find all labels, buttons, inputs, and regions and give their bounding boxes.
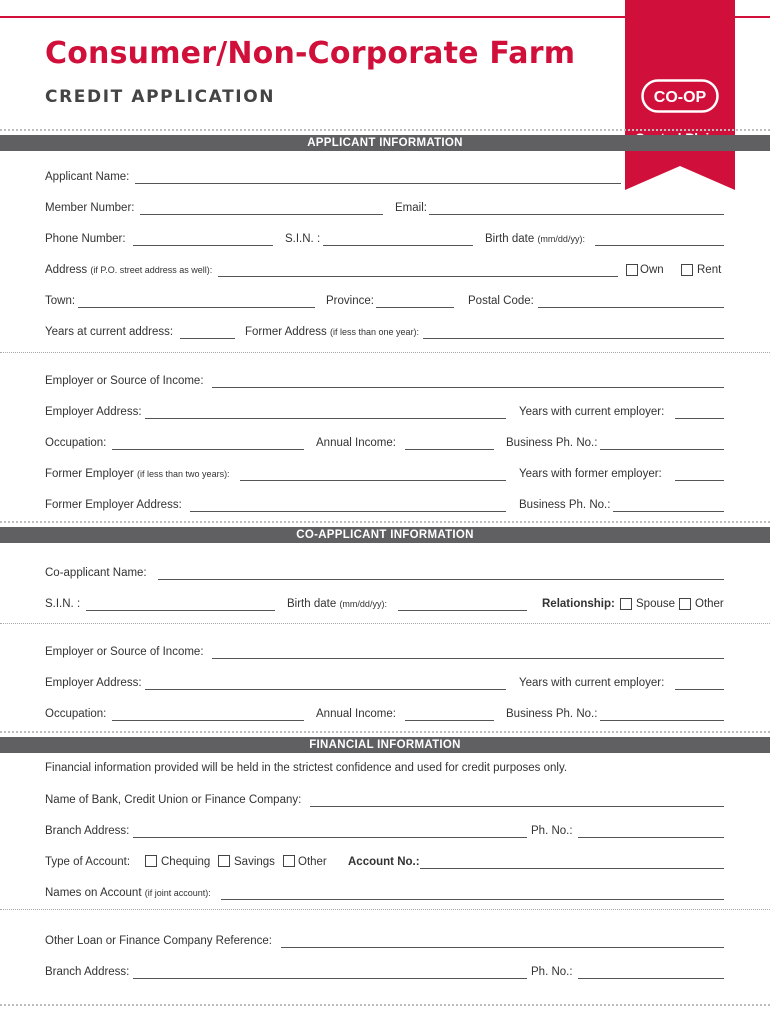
sin-field[interactable] [323, 245, 473, 246]
bank-name-field[interactable] [310, 806, 724, 807]
branch-phone-field[interactable] [578, 837, 724, 838]
employer-row: Employer or Source of Income: [0, 374, 770, 394]
member-number-field[interactable] [140, 214, 383, 215]
coapplicant-years-employer-field[interactable] [675, 689, 724, 690]
coapplicant-income-field[interactable] [405, 720, 494, 721]
joint-names-row: Names on Account (if joint account): [0, 886, 770, 906]
account-number-field[interactable] [420, 868, 724, 869]
top-rule-right [735, 16, 770, 18]
occupation-field[interactable] [112, 449, 304, 450]
divider [0, 623, 770, 624]
divider [0, 731, 770, 733]
bank-row: Name of Bank, Credit Union or Finance Company: [0, 793, 770, 813]
own-checkbox[interactable] [626, 264, 638, 276]
section-financial: FINANCIAL INFORMATION [0, 737, 770, 753]
branch-address-field[interactable] [133, 837, 527, 838]
divider [0, 521, 770, 523]
birth-date-field[interactable] [595, 245, 724, 246]
province-field[interactable] [376, 307, 454, 308]
chequing-checkbox[interactable] [145, 855, 157, 867]
years-address-row: Years at current address: Former Address (if less than one year): [0, 325, 770, 345]
section-applicant: APPLICANT INFORMATION [0, 135, 770, 151]
other-branch-address-field[interactable] [133, 978, 527, 979]
top-rule [0, 16, 625, 18]
coapplicant-sin-field[interactable] [86, 610, 275, 611]
applicant-name-field[interactable] [135, 183, 621, 184]
email-field[interactable] [429, 214, 724, 215]
rent-checkbox[interactable] [681, 264, 693, 276]
town-row: Town: Province: Postal Code: [0, 294, 770, 314]
business-phone-field[interactable] [600, 449, 724, 450]
divider [0, 352, 770, 353]
member-row: Member Number: Email: [0, 201, 770, 221]
form-title: Consumer/Non-Corporate Farm [45, 36, 576, 71]
phone-row: Phone Number: S.I.N. : Birth date (mm/dd/yy): [0, 232, 770, 252]
other-account-checkbox[interactable] [283, 855, 295, 867]
other-loan-field[interactable] [281, 947, 724, 948]
years-former-field[interactable] [675, 480, 724, 481]
savings-checkbox[interactable] [218, 855, 230, 867]
address-field[interactable] [218, 276, 618, 277]
svg-text:CO-OP: CO-OP [653, 89, 707, 106]
phone-field[interactable] [133, 245, 273, 246]
coapplicant-name-row: Co-applicant Name: [0, 566, 770, 586]
other-loan-row: Other Loan or Finance Company Reference: [0, 934, 770, 954]
coapplicant-employer-row: Employer or Source of Income: [0, 645, 770, 665]
occupation-row: Occupation: Annual Income: Business Ph. No.: [0, 436, 770, 456]
annual-income-field[interactable] [405, 449, 494, 450]
confidentiality-note: Financial information provided will be held in the strictest confidence and used for credit purposes only. [45, 762, 568, 774]
coapplicant-employer-address-row: Employer Address: Years with current employer: [0, 676, 770, 696]
address-row: Address (if P.O. street address as well): Own Rent [45, 264, 722, 276]
years-employer-field[interactable] [675, 418, 724, 419]
coapplicant-occupation-field[interactable] [112, 720, 304, 721]
coop-logo [641, 79, 719, 113]
former-business-phone-field[interactable] [613, 511, 724, 512]
employer-field[interactable] [212, 387, 724, 388]
years-address-field[interactable] [180, 338, 235, 339]
divider [0, 129, 770, 131]
coapplicant-employer-address-field[interactable] [145, 689, 506, 690]
former-employer-address-row: Former Employer Address: Business Ph. No.: [0, 498, 770, 518]
branch-row: Branch Address: Ph. No.: [0, 824, 770, 844]
town-field[interactable] [78, 307, 315, 308]
joint-names-field[interactable] [221, 899, 724, 900]
coapplicant-name-field[interactable] [158, 579, 724, 580]
employer-address-row: Employer Address: Years with current employer: [0, 405, 770, 425]
coapplicant-sin-row: S.I.N. : Birth date (mm/dd/yy): Relationship: Spouse Other [45, 598, 724, 610]
form-subtitle: CREDIT APPLICATION [45, 87, 276, 107]
coapplicant-birth-date-field[interactable] [398, 610, 527, 611]
account-type-row: Type of Account: Chequing Savings Other Account No.: [0, 855, 770, 875]
divider [0, 909, 770, 910]
other-relationship-checkbox[interactable] [679, 598, 691, 610]
former-address-field[interactable] [423, 338, 724, 339]
former-employer-address-field[interactable] [190, 511, 506, 512]
former-employer-field[interactable] [240, 480, 506, 481]
other-branch-phone-field[interactable] [578, 978, 724, 979]
coapplicant-occupation-row: Occupation: Annual Income: Business Ph. No.: [0, 707, 770, 727]
section-coapplicant: CO-APPLICANT INFORMATION [0, 527, 770, 543]
postal-code-field[interactable] [538, 307, 724, 308]
coapplicant-employer-field[interactable] [212, 658, 724, 659]
spouse-checkbox[interactable] [620, 598, 632, 610]
employer-address-field[interactable] [145, 418, 506, 419]
branch2-row: Branch Address: Ph. No.: [0, 965, 770, 985]
divider [0, 1004, 770, 1006]
former-employer-row: Former Employer (if less than two years): Years with former employer: [0, 467, 770, 487]
coapplicant-business-phone-field[interactable] [600, 720, 724, 721]
applicant-name-row: Applicant Name: [0, 170, 770, 190]
